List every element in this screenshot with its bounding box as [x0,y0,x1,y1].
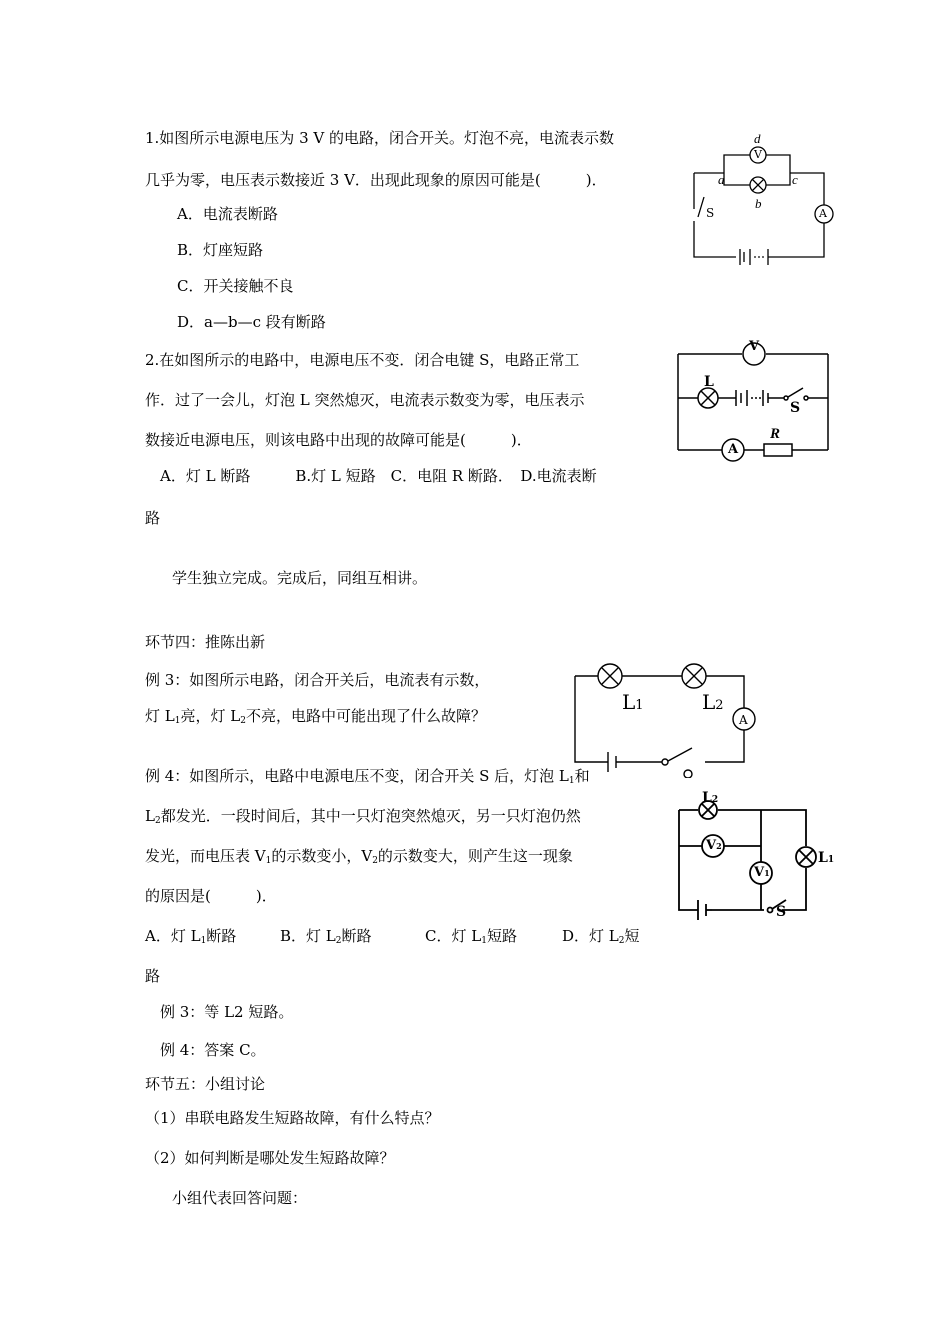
ex3-line2: 灯 $L_1$亮，灯 $L_2$不亮，电路中可能出现了什么故障？ [145,707,486,726]
q2-ammeter-label: A [728,442,739,457]
ex3-lamp2-label: L2 [702,690,724,714]
ex4-option-d: D．灯 $L_2$短 [562,927,640,946]
q1-option-c: C．开关接触不良 [177,277,294,295]
ex4-switch-label: S [776,904,787,920]
ex4-voltmeter2-label: V2 [706,838,722,853]
ex3-circuit-figure [570,660,770,778]
ex4-circuit-figure [662,770,834,922]
q1-circuit-figure [680,125,840,270]
student-note: 学生独立完成。完成后，同组互相讲。 [172,569,428,587]
ex4-lamp2-label: L2 [702,790,719,806]
q2-circuit-figure [672,340,834,465]
ex4-line4: 的原因是( )． [145,887,277,905]
q2-lamp-label: L [704,374,714,390]
q2-line2: 作．过了一会儿，灯泡 L 突然熄灭，电流表示数变为零，电压表示 [145,391,585,409]
ex4-voltmeter1-label: V1 [754,865,770,880]
q1-label-c: c [792,172,798,187]
q1-voltmeter-label: V [754,148,762,161]
ex4-option-c: C．灯 $L_1$短路 [425,927,517,946]
q1-line1: 1.如图所示电源电压为 3 V 的电路，闭合开关。灯泡不亮，电流表示数 [145,129,614,147]
q1-label-d: d [754,131,761,146]
section-4-heading: 环节四：推陈出新 [145,633,266,651]
ex4-line2: $L_2$都发光．一段时间后，其中一只灯泡突然熄灭，另一只灯泡仍然 [145,807,581,826]
q1-option-b: B．灯座短路 [177,241,264,259]
q2-options: A．灯 L 断路 B.灯 L 短路 C．电阻 R 断路． D.电流表断 [160,467,597,485]
ex4-option-continued: 路 [145,967,161,985]
ex4-line3: 发光，而电压表 $V_1$的示数变小，$V_2$的示数变大，则产生这一现象 [145,847,573,866]
answer-ex3: 例 3：等 L2 短路。 [160,1003,294,1021]
answer-ex4: 例 4：答案 C。 [160,1041,266,1059]
discussion-q1: （1）串联电路发生短路故障，有什么特点？ [145,1109,440,1127]
q1-line2: 几乎为零，电压表示数接近 3 V．出现此现象的原因可能是( )． [145,171,607,189]
q2-switch-label: S [790,400,801,416]
ex4-lamp1-label: L1 [818,850,835,866]
ex3-line1: 例 3：如图所示电路，闭合开关后，电流表有示数， [145,671,490,689]
group-answer-prompt: 小组代表回答问题： [172,1189,308,1207]
ex4-line1: 例 4：如图所示，电路中电源电压不变，闭合开关 S 后，灯泡 $L_1$和 [145,767,590,786]
ex3-ammeter-label: A [739,713,748,727]
q2-line1: 2.在如图所示的电路中，电源电压不变．闭合电键 S，电路正常工 [145,351,580,369]
q1-option-d: D．a—b—c 段有断路 [177,313,326,331]
q1-ammeter-label: A [819,207,827,220]
ex4-option-a: A．灯 $L_1$断路 [145,927,237,946]
q2-voltmeter-label: V [749,339,760,354]
discussion-q2: （2）如何判断是哪处发生短路故障？ [145,1149,395,1167]
ex3-lamp1-label: L1 [622,690,644,714]
q1-option-a: A．电流表断路 [177,205,278,223]
q1-switch-label: S [706,206,715,220]
q2-options-continued: 路 [145,509,161,527]
q2-line3: 数接近电源电压，则该电路中出现的故障可能是( )． [145,431,532,449]
q2-resistor-label: R [770,426,781,442]
section-5-heading: 环节五：小组讨论 [145,1075,266,1093]
ex4-option-b: B．灯 $L_2$断路 [280,927,372,946]
q1-label-a: a [718,172,725,187]
q1-label-b: b [755,196,762,211]
